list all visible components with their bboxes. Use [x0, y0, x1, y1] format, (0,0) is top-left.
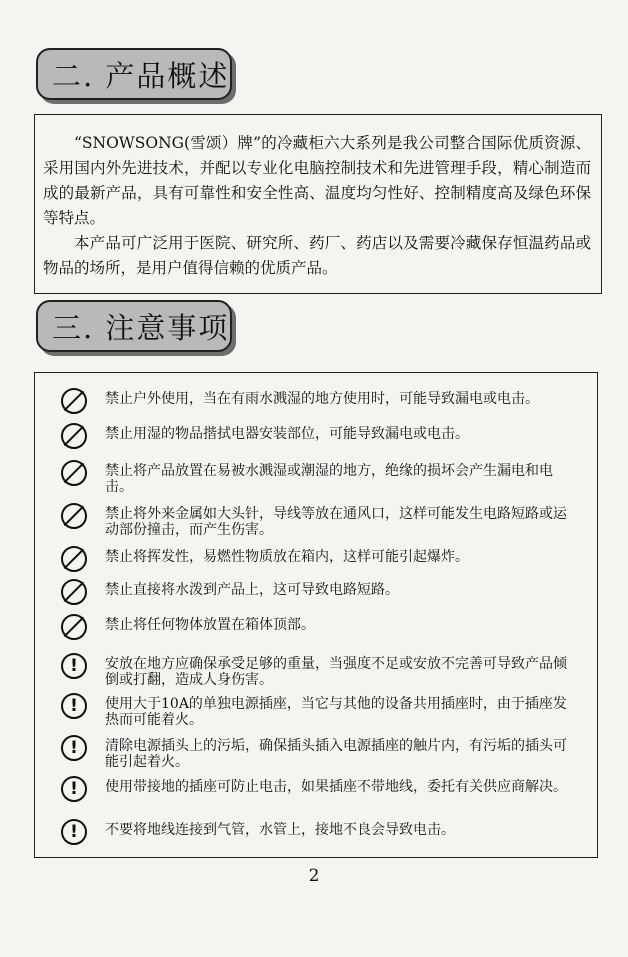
precaution-text: 禁止户外使用，当在有雨水溅湿的地方使用时，可能导致漏电或电击。 [105, 391, 539, 407]
precaution-item [61, 503, 581, 538]
precaution-item [61, 579, 581, 605]
precaution-text: 安放在地方应确保承受足够的重量，当强度不足或安放不完善可导致产品倾倒或打翻，造成人身伤害。 [105, 656, 567, 688]
precaution-item [61, 460, 581, 495]
precaution-item [61, 388, 581, 414]
warning-icon: ! [61, 735, 87, 761]
warning-icon: ! [61, 653, 87, 679]
product-overview-box [34, 114, 602, 294]
precaution-text: 禁止将挥发性，易燃性物质放在箱内，这样可能引起爆炸。 [105, 549, 469, 565]
prohibition-icon [61, 614, 87, 640]
precaution-item [61, 653, 581, 688]
precaution-item [61, 819, 581, 845]
precaution-item [61, 546, 581, 572]
prohibition-icon [61, 423, 87, 449]
prohibition-icon [61, 460, 87, 486]
precaution-text: 清除电源插头上的污垢，确保插头插入电源插座的触片内，有污垢的插头可能引起着火。 [105, 738, 567, 770]
precaution-text: 禁止将外来金属如大头针，导线等放在通风口，这样可能发生电路短路或运动部份撞击，而产生伤害。 [105, 506, 567, 538]
precaution-text: 禁止直接将水泼到产品上，这可导致电路短路。 [105, 582, 399, 598]
page-number: 2 [308, 866, 320, 886]
prohibition-icon [61, 546, 87, 572]
precaution-item [61, 735, 581, 770]
warning-icon: ! [61, 693, 87, 719]
prohibition-icon [61, 388, 87, 414]
precaution-item [61, 614, 581, 640]
precaution-text: 禁止用湿的物品揩拭电器安装部位，可能导致漏电或电击。 [105, 426, 469, 442]
prohibition-icon [61, 503, 87, 529]
warning-icon: ! [61, 776, 87, 802]
section-3-heading: 三. 注意事项 [36, 300, 232, 352]
precaution-text: 使用带接地的插座可防止电击，如果插座不带地线，委托有关供应商解决。 [105, 779, 567, 795]
overview-paragraph-1: “SNOWSONG(雪颂）牌”的冷藏柜六大系列是我公司整合国际优质资源、采用国内外先进技术，并配以专业化电脑控制技术和先进管理手段，精心制造而成的最新产品，具有可靠性和安全性高、温度均匀性好、控制精度高及绿色环保等特点。 [43, 134, 591, 227]
precaution-text: 禁止将产品放置在易被水溅湿或潮湿的地方，绝缘的损坏会产生漏电和电击。 [105, 463, 553, 495]
warning-icon: ! [61, 819, 87, 845]
precautions-box [34, 372, 598, 858]
precaution-item [61, 423, 581, 449]
precaution-text: 不要将地线连接到气管，水管上，接地不良会导致电击。 [105, 822, 455, 838]
precaution-item [61, 693, 581, 728]
prohibition-icon [61, 579, 87, 605]
precaution-text: 禁止将任何物体放置在箱体顶部。 [105, 617, 315, 633]
overview-paragraph-2: 本产品可广泛用于医院、研究所、药厂、药店以及需要冷藏保存恒温药品或物品的场所，是用户值得信赖的优质产品。 [43, 234, 591, 277]
section-2-heading: 二. 产品概述 [36, 48, 232, 100]
precaution-text: 使用大于10A的单独电源插座，当它与其他的设备共用插座时，由于插座发热而可能着火。 [105, 696, 567, 728]
precaution-item [61, 776, 581, 802]
